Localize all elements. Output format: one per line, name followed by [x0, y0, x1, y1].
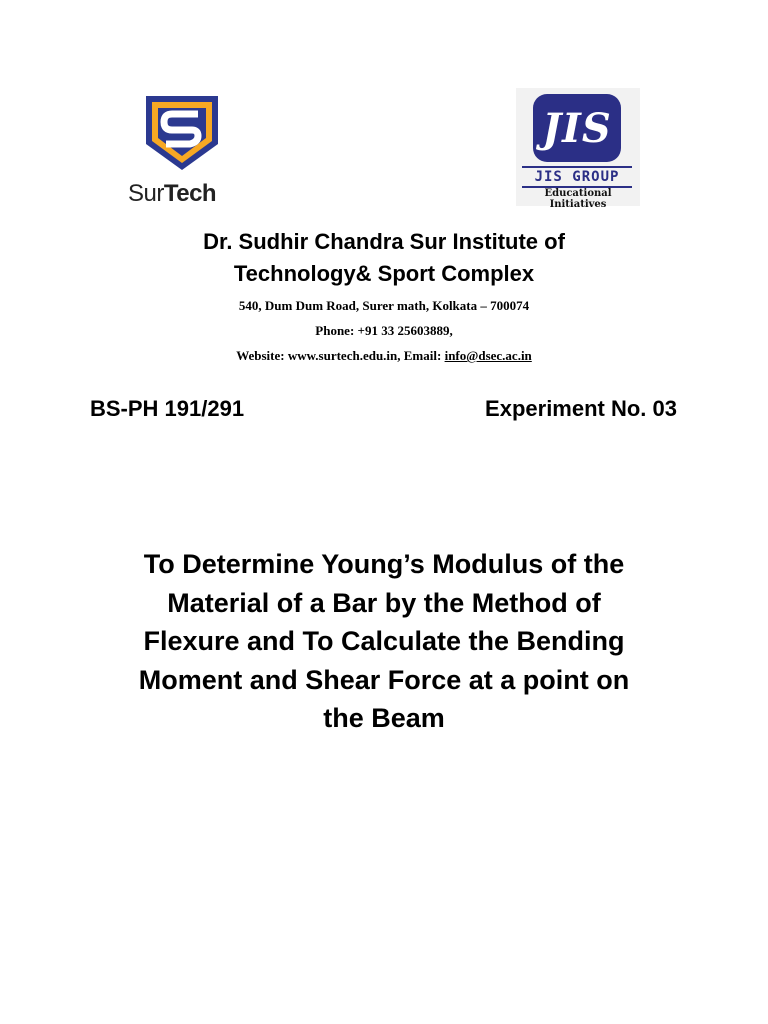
jis-group-logo: [516, 88, 640, 210]
jis-group-label: JIS GROUP: [522, 166, 632, 188]
institute-phone: Phone: +91 33 25603889,: [315, 323, 453, 338]
title-line: Flexure and To Calculate the Bending: [143, 626, 625, 656]
experiment-number: Experiment No. 03: [485, 396, 677, 421]
title-line: Material of a Bar by the Method of: [167, 587, 601, 618]
surtech-wordmark: SurTech: [128, 180, 217, 207]
surtech-shield-icon: [144, 94, 220, 172]
course-code: BS-PH 191/291: [90, 396, 245, 421]
title-line: Moment and Shear Force at a point on: [138, 664, 630, 695]
experiment-title: [60, 545, 708, 738]
title-line: the Beam: [323, 703, 445, 733]
surtech-logo: [128, 94, 238, 214]
title-line: To Determine Young’s Modulus of the: [143, 549, 625, 579]
jis-subtitle: Educational Initiatives: [544, 188, 612, 210]
institute-name: Dr. Sudhir Chandra Sur Institute of Technology& Sport Complex: [203, 229, 565, 286]
institute-contact: [0, 348, 768, 364]
jis-badge: JIS: [533, 94, 621, 162]
email-link[interactable]: info@dsec.ac.in: [444, 348, 532, 363]
institute-address: 540, Dum Dum Road, Surer math, Kolkata – 700074: [238, 298, 530, 313]
website-text: Website: www.surtech.edu.in, Email:: [236, 348, 445, 363]
